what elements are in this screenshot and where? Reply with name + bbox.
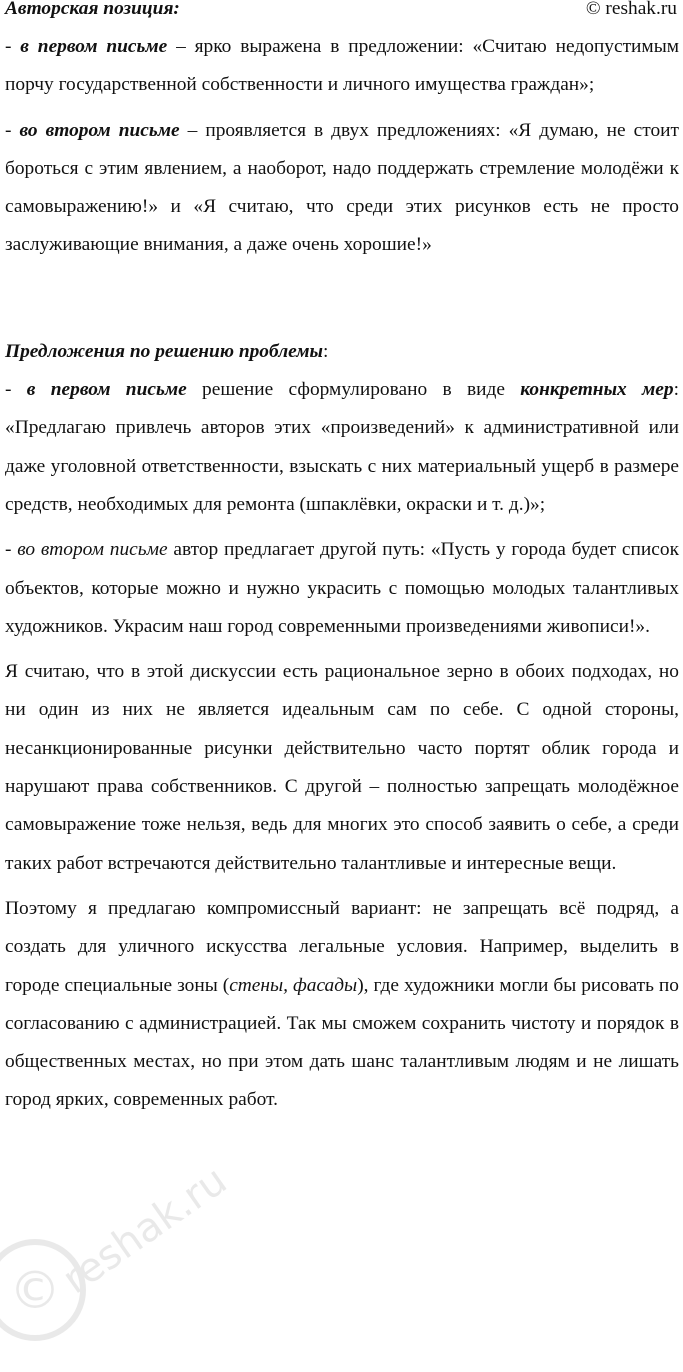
- svg-text:©: ©: [9, 1261, 61, 1321]
- document-page: [5, 0, 679, 1120]
- section-title-proposals: Предложения по решению проблемы:: [5, 340, 329, 362]
- label-first-letter: в первом письме: [20, 36, 168, 57]
- author-position-first-letter: - в первом письме – ярко выражена в предложении: «Считаю недопустимым порчу государственной собственности и личного имущества граждан»;: [5, 36, 680, 96]
- watermark-logo: [0, 1157, 236, 1360]
- label-second-letter: во втором письме: [19, 119, 180, 141]
- author-position-second-letter: - во втором письме – проявляется в двух предложениях: «Я думаю, не стоит бороться с этим явлением, а наоборот, надо поддержать стремление молодёжи к самовыражению!» и «Я считаю, что среди этих рисунков есть не просто заслуживающие внимания, а даже очень хорошие!»: [5, 119, 679, 256]
- label-first-letter: в первом письме: [26, 379, 187, 401]
- opinion-paragraph-1: Я считаю, что в этой дискуссии есть рациональное зерно в обоих подходах, но ни один из них не является идеальным сам по себе. С одной стороны, несанкционированные рисунки действительно часто портят облик города и нарушают права собственников. С другой – полностью запрещать молодёжное самовыражение тоже нельзя, ведь для многих это способ заявить о себе, а среди таких работ встречаются действительно талантливые и интересные вещи.: [5, 661, 679, 874]
- section-title-author-position: Авторская позиция:: [5, 0, 180, 19]
- header-line: [5, 0, 679, 21]
- proposals-first-letter: - в первом письме решение сформулировано в виде конкретных мер: «Предлагаю привлечь авторов этих «произведений» к административной или даже уголовной ответственности, взыскать с них материальный ущерб в размере средств, необходимых для ремонта (шпаклёвки, окраски и т. д.)»;: [5, 379, 680, 515]
- label-second-letter: во втором письме: [17, 539, 168, 561]
- svg-text:reshak.ru: reshak.ru: [54, 1157, 236, 1304]
- opinion-paragraph-2: Поэтому я предлагаю компромиссный вариант: не запрещать всё подряд, а создать для уличного искусства легальные условия. Например, выделить в городе специальные зоны (стены, фасады), где художники могли бы рисовать по согласованию с администрацией. Так мы сможем сохранить чистоту и порядок в общественных местах, но при этом дать шанс талантливым людям и не лишать город ярких, современных работ.: [5, 897, 679, 1111]
- proposals-second-letter: - во втором письме автор предлагает другой путь: «Пусть у города будет список объектов, которые можно и нужно украсить с помощью молодых талантливых художников. Украсим наш город современными произведениями живописи!».: [5, 539, 679, 637]
- site-credit: © reshak.ru: [585, 0, 677, 19]
- italic-walls-facades: стены, фасады: [229, 974, 358, 996]
- label-concrete-measures: конкретных мер: [520, 379, 674, 401]
